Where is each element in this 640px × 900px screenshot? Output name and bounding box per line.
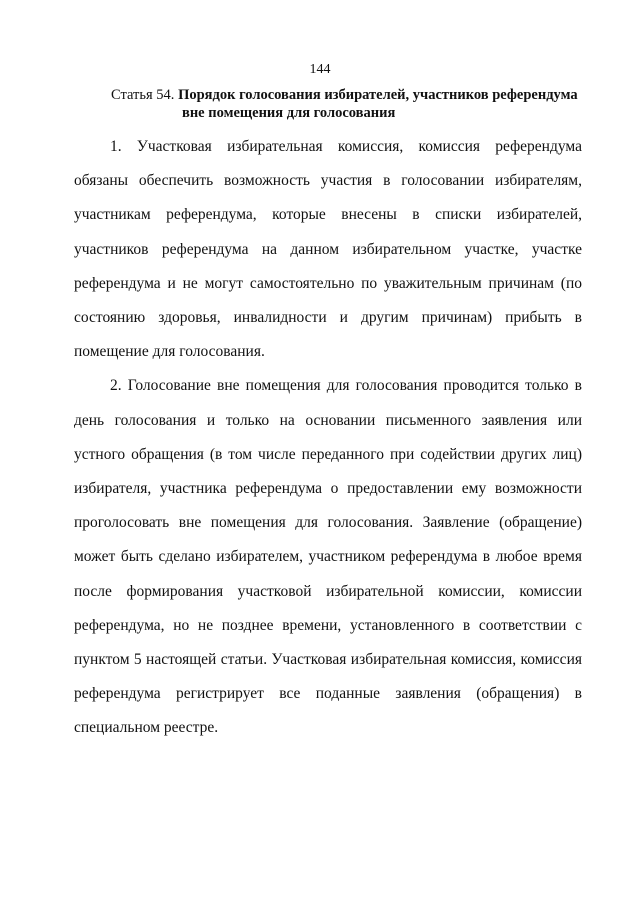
article-title-line-1: Порядок голосования избирателей, участников референдума — [178, 87, 578, 103]
article-number: Статья 54. — [111, 87, 175, 103]
article-body — [74, 130, 582, 746]
page-number: 144 — [309, 62, 331, 77]
article-heading — [111, 86, 591, 122]
paragraph-1: 1. Участковая избирательная комиссия, комиссия референдума обязаны обеспечить возможность участия в голосовании избирателям, участникам референдума, которые внесены в списки избирателей, участников референдума на данном избирательном участке, участке референдума и не могут самостоятельно по уважительным причинам (по состоянию здоровья, инвалидности и другим причинам) прибыть в помещение для голосования. — [74, 138, 582, 361]
article-title-line-2: вне помещения для голосования — [182, 105, 396, 121]
paragraph-2: 2. Голосование вне помещения для голосования проводится только в день голосования и только на основании письменного заявления или устного обращения (в том числе переданного при содействии других лиц) избирателя, участника референдума о предоставлении ему возможности проголосовать вне помещения для голосования. Заявление (обращение) может быть сделано избирателем, участником референдума в любое время после формирования участковой избирательной комиссии, комиссии референдума, но не позднее времени, установленного в соответствии с пунктом 5 настоящей статьи. Участковая избирательная комиссия, комиссия референдума регистрирует все поданные заявления (обращения) в специальном реестре. — [74, 377, 582, 737]
